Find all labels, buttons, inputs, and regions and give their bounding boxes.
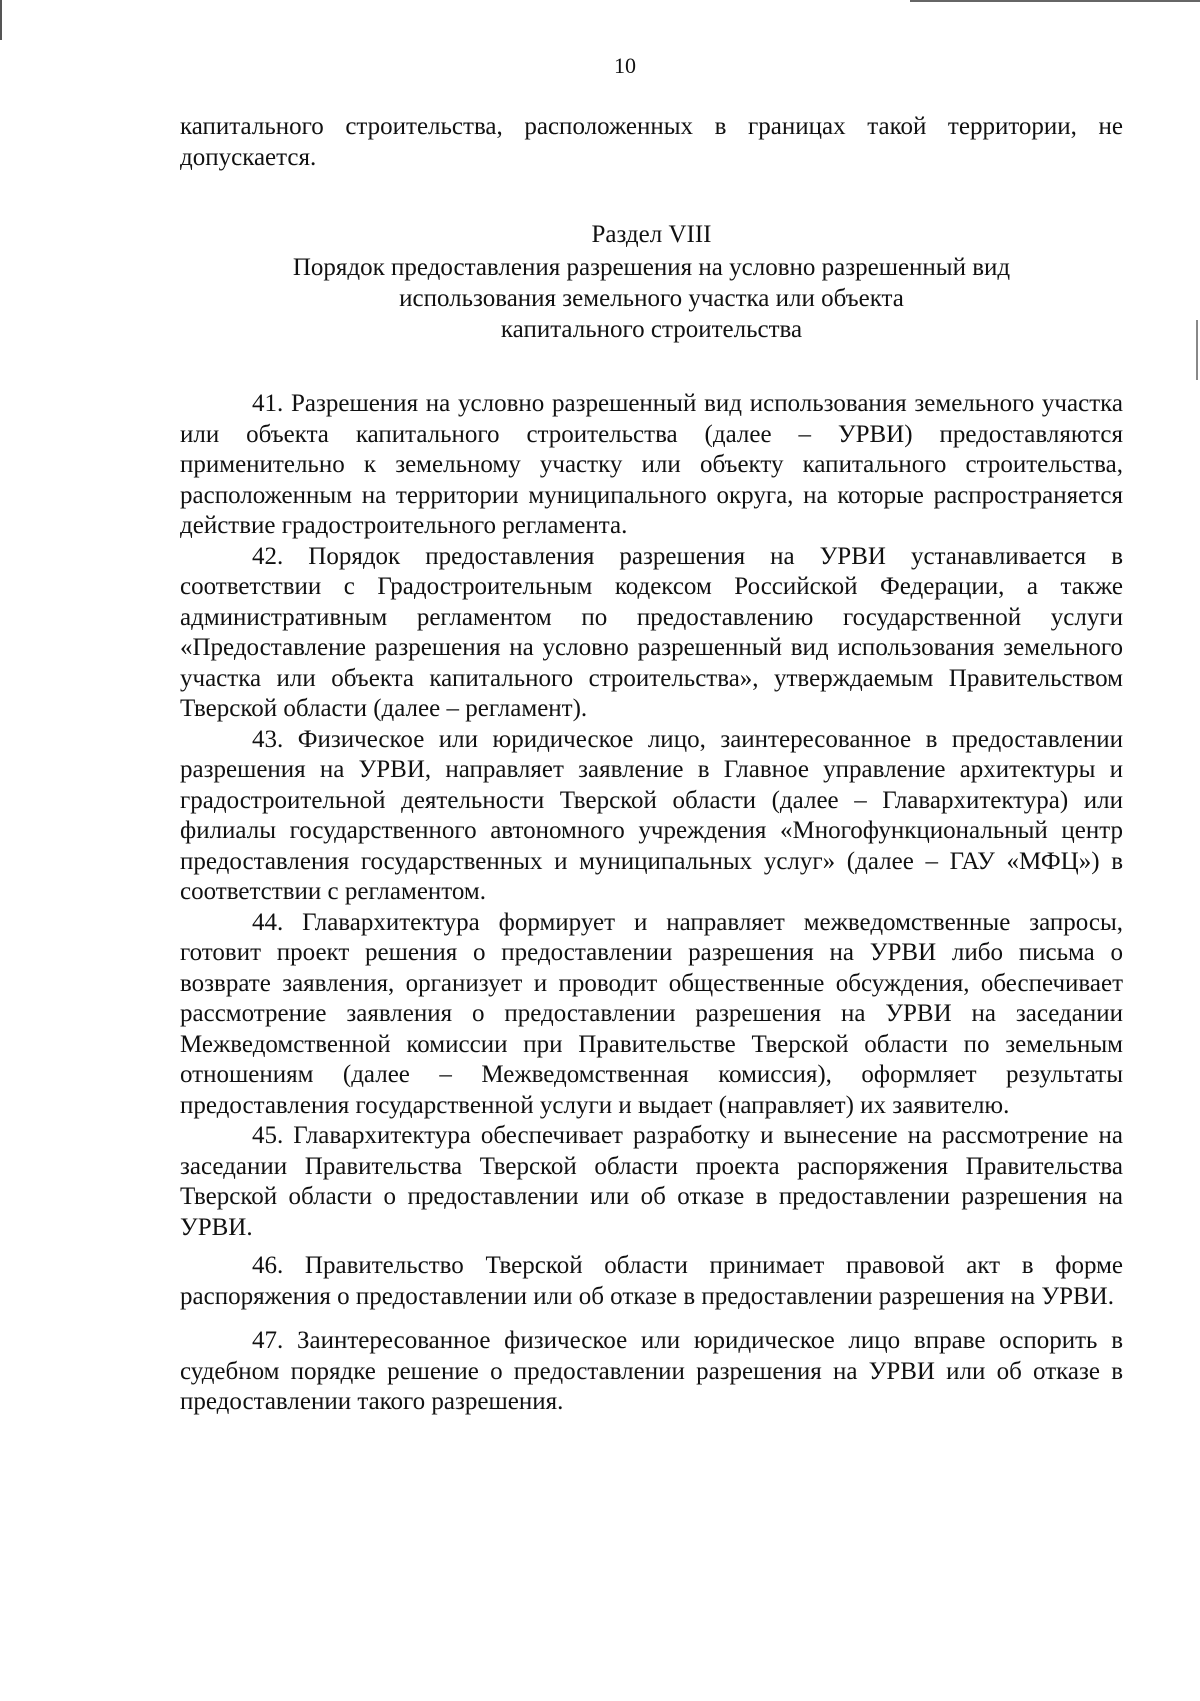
paragraph: 45. Главархитектура обеспечивает разработку и вынесение на рассмотрение на заседании Правительства Тверской области проекта распоряжения Правительства Тверской области о предоставлении или об отказе в предоставлении разрешения на УРВИ.	[180, 1122, 1123, 1241]
section-title: Раздел VIII	[591, 221, 712, 248]
section-heading	[180, 219, 1123, 345]
paragraph: 41. Разрешения на условно разрешенный вид использования земельного участка или объекта капитального строительства (далее – УРВИ) предоставляются применительно к земельному участку или объекту капитального строительства, расположенным на территории муниципального округа, на которые распространяется действие градостроительного регламента.	[180, 390, 1123, 539]
document-body	[180, 112, 1123, 1418]
paragraph: 44. Главархитектура формирует и направляет межведомственные запросы, готовит проект решения о предоставлении разрешения на УРВИ либо письма о возврате заявления, организует и проводит общественные обсуждения, обеспечивает рассмотрение заявления о предоставлении разрешения на УРВИ на заседании Межведомственной комиссии при Правительстве Тверской области по земельным отношениям (далее – Межведомственная комиссия), оформляет результаты предоставления государственной услуги и выдает (направляет) их заявителю.	[180, 908, 1123, 1119]
scan-edge-mark	[1196, 320, 1198, 380]
continuation-text: капитального строительства, расположенных в границах такой территории, не допускается.	[180, 113, 1123, 171]
paragraph: 47. Заинтересованное физическое или юридическое лицо вправе оспорить в судебном порядке решение о предоставлении разрешения на УРВИ или об отказе в предоставлении такого разрешения.	[180, 1327, 1123, 1415]
scan-edge-mark	[0, 0, 2, 40]
page-number: 10	[614, 53, 636, 78]
scan-edge-mark	[910, 0, 1200, 2]
section-heading-line: использования земельного участка или объекта	[399, 285, 904, 312]
section-heading-line: Порядок предоставления разрешения на условно разрешенный вид	[292, 254, 1011, 281]
paragraph: 46. Правительство Тверской области принимает правовой акт в форме распоряжения о предоставлении или об отказе в предоставлении разрешения на УРВИ.	[180, 1252, 1123, 1310]
section-heading-line: капитального строительства	[500, 316, 803, 343]
paragraph: 43. Физическое или юридическое лицо, заинтересованное в предоставлении разрешения на УРВИ, направляет заявление в Главное управление архитектуры и градостроительной деятельности Тверской области (далее – Главархитектура) или филиалы государственного автономного учреждения «Многофункциональный центр предоставления государственных и муниципальных услуг» (далее – ГАУ «МФЦ») в соответствии с регламентом.	[180, 725, 1123, 905]
paragraph: 42. Порядок предоставления разрешения на УРВИ устанавливается в соответствии с Градостроительным кодексом Российской Федерации, а также административным регламентом по предоставлению государственной услуги «Предоставление разрешения на условно разрешенный вид использования земельного участка или объекта капитального строительства», утверждаемым Правительством Тверской области (далее – регламент).	[180, 542, 1123, 722]
